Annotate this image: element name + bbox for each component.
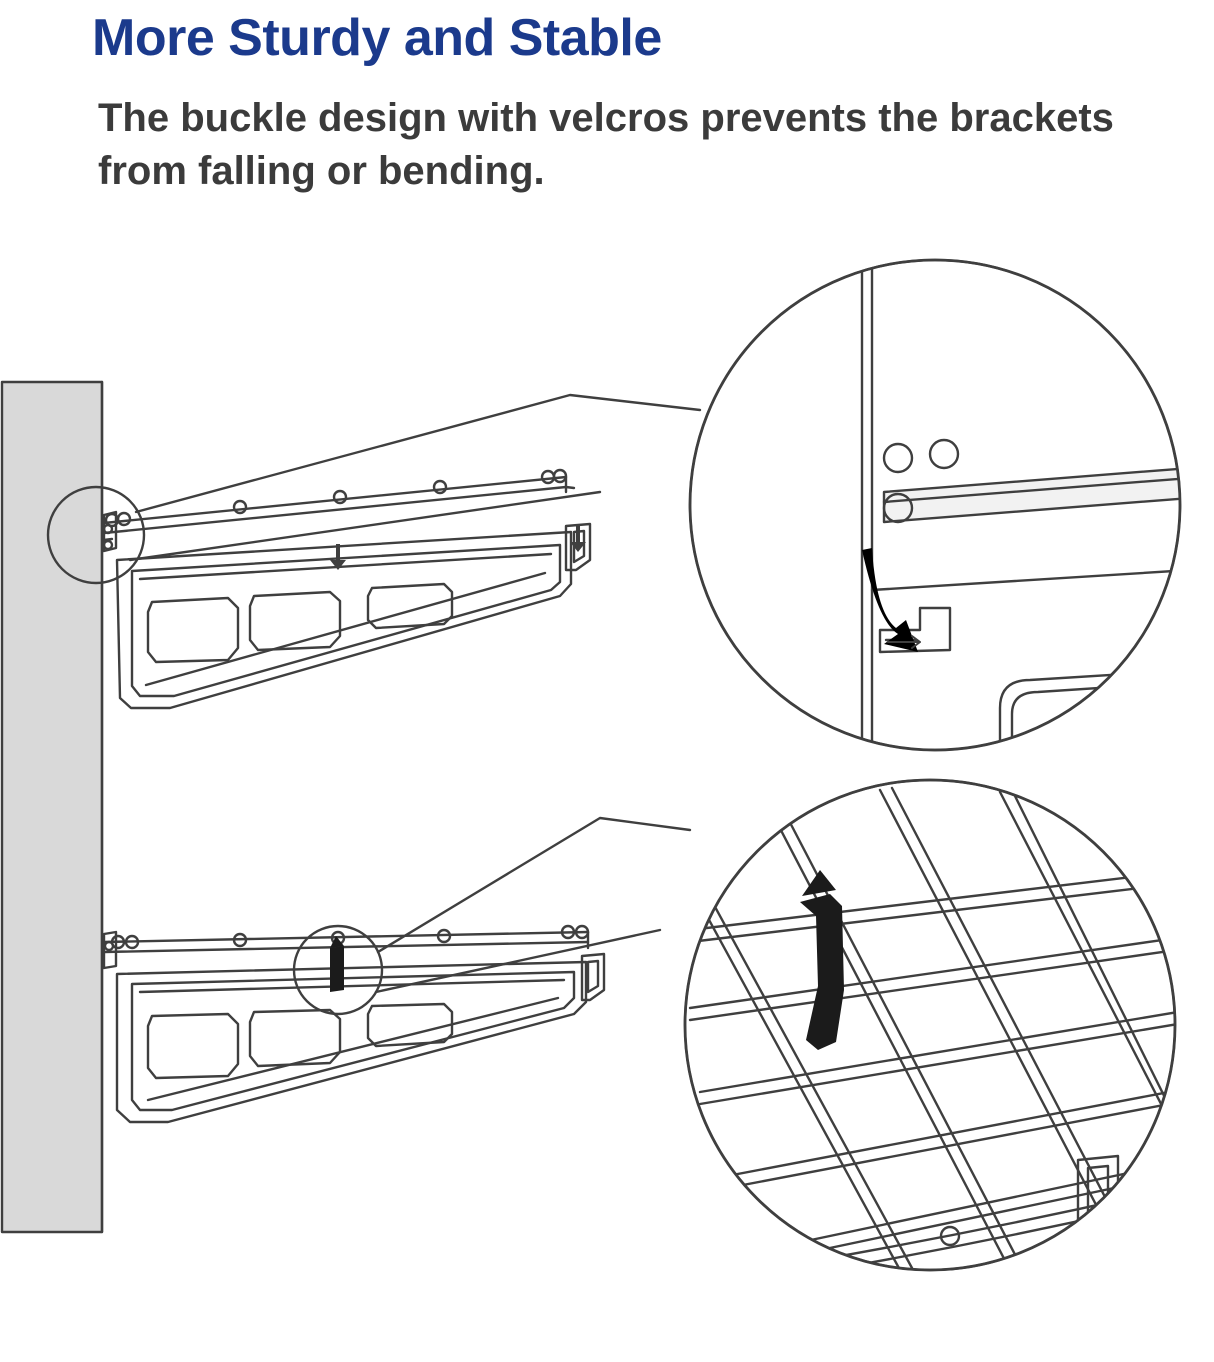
- upper-bracket-assembly: [104, 470, 590, 708]
- illustration-svg: [0, 230, 1214, 1362]
- page-title: More Sturdy and Stable: [92, 9, 662, 67]
- lower-detail-circle: [660, 780, 1203, 1292]
- page-subtitle: The buckle design with velcros prevents the brackets from falling or bending.: [98, 96, 1114, 193]
- upper-leader-lines: [130, 395, 700, 560]
- wall-panel: [2, 382, 102, 1232]
- illustration: [0, 230, 1214, 1362]
- lower-bracket-assembly: [104, 926, 604, 1122]
- upper-detail-circle: [690, 250, 1190, 770]
